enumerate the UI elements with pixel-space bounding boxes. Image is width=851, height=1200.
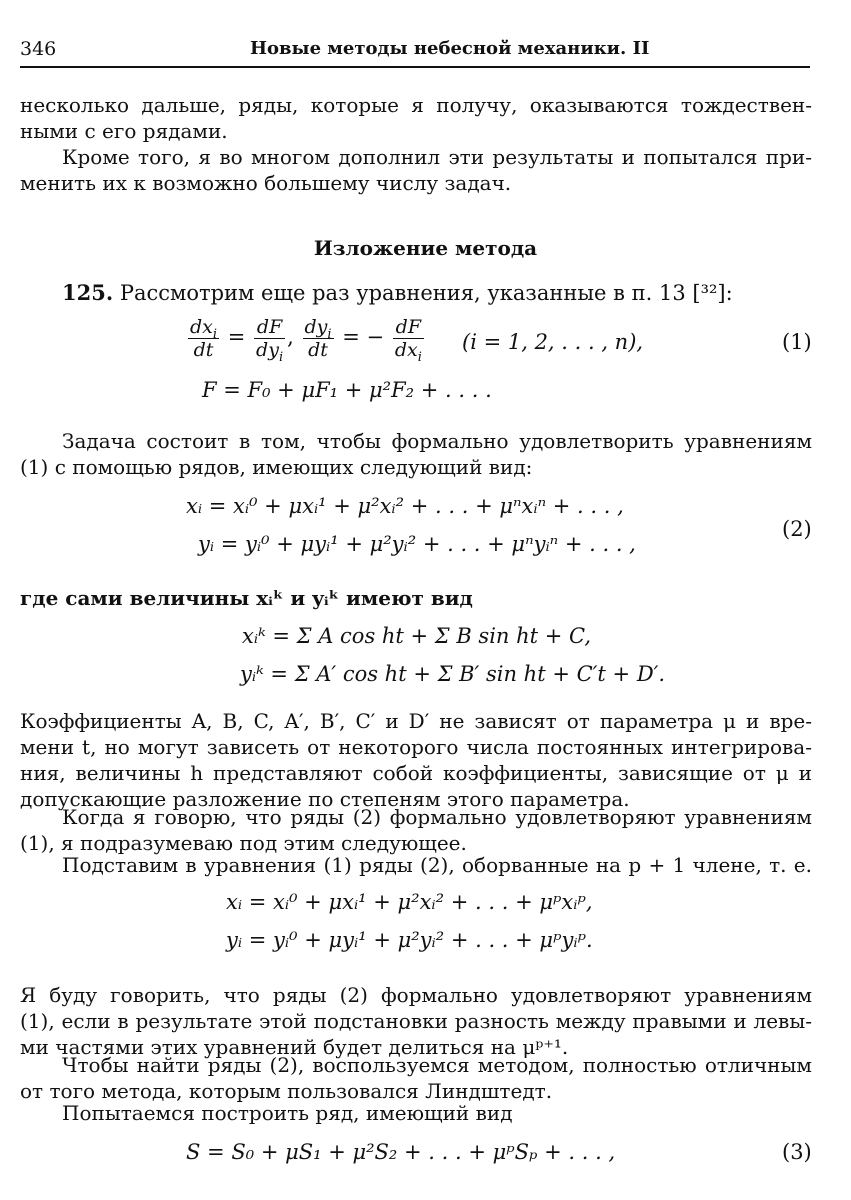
equation-2-number: (2) [782, 517, 812, 541]
when-paragraph [20, 804, 812, 856]
text-line: Попытаемся построить ряд, имеющий вид [62, 1101, 513, 1125]
running-header-title: Новые методы небесной механики. II [250, 38, 650, 59]
equation-p-x: xᵢ = xᵢ⁰ + μxᵢ¹ + μ²xᵢ² + . . . + μᵖxᵢᵖ, [226, 890, 593, 914]
text-line: несколько дальше, ряды, которые я получу, оказываются тождествен- [20, 93, 812, 117]
section-intro [62, 280, 733, 305]
equation-3: S = S₀ + μS₁ + μ²S₂ + . . . + μᵖSₚ + . . . , [186, 1140, 616, 1164]
text-line: от того метода, которым пользовался Линдштедт. [20, 1079, 553, 1103]
equation-1-condition: (i = 1, 2, . . . , n), [462, 330, 644, 354]
equation-2-y: yᵢ = yᵢ⁰ + μyᵢ¹ + μ²yᵢ² + . . . + μⁿyᵢⁿ + . . . , [198, 532, 636, 556]
text-line: Когда я говорю, что ряды (2) формально удовлетворяют уравнениям [62, 805, 812, 829]
method-paragraph [20, 1052, 812, 1104]
coefficients-paragraph [20, 708, 812, 812]
text-line: мени t, но могут зависеть от некоторого числа постоянных интегрирова- [20, 735, 812, 759]
text-line: ными с его рядами. [20, 119, 228, 143]
text-line: Задача состоит в том, чтобы формально удовлетворить уравнениям [62, 429, 812, 453]
equation-k-y: yᵢᵏ = Σ A′ cos ht + Σ B′ sin ht + C′t + D′. [240, 662, 666, 686]
where-line: где сами величины xᵢᵏ и yᵢᵏ имеют вид [20, 586, 473, 610]
formal-paragraph [20, 982, 812, 1060]
text-line: допускающие разложение по степеням этого параметра. [20, 787, 630, 811]
text-line: Я буду говорить, что ряды (2) формально удовлетворяют уравнениям [20, 983, 812, 1007]
text-line: Чтобы найти ряды (2), воспользуемся методом, полностью отличным [62, 1053, 812, 1077]
text-line: Кроме того, я во многом дополнил эти результаты и попытался при- [62, 145, 812, 169]
equation-1-differential: $\frac{dx_i}{dt}$ = $\frac{dF}{dy_i}$ , $\frac{dy_i}{dt}$ = − $\frac{dF}{dx_i}$ [190, 316, 422, 365]
equation-3-number: (3) [782, 1140, 812, 1164]
text-line: Коэффициенты A, B, C, A′, B′, C′ и D′ не зависят от параметра μ и вре- [20, 709, 812, 733]
header-rule [20, 66, 810, 68]
section-heading: Изложение метода [313, 236, 538, 260]
equation-p-y: yᵢ = yᵢ⁰ + μyᵢ¹ + μ²yᵢ² + . . . + μᵖyᵢᵖ. [226, 928, 593, 952]
page-number: 346 [20, 38, 57, 60]
section-intro-text: Рассмотрим еще раз уравнения, указанные в п. 13 [³²]: [119, 281, 733, 305]
section-number: 125. [62, 280, 114, 305]
equation-2-x: xᵢ = xᵢ⁰ + μxᵢ¹ + μ²xᵢ² + . . . + μⁿxᵢⁿ + . . . , [186, 494, 624, 518]
text-line: (1), если в результате этой подстановки разность между правыми и левы- [20, 1009, 812, 1033]
task-paragraph [20, 428, 812, 480]
substitute-paragraph [20, 852, 812, 878]
attempt-paragraph [20, 1100, 812, 1126]
equation-1-number: (1) [782, 330, 812, 354]
text-line: менить их к возможно большему числу задач. [20, 171, 512, 195]
text-line: (1), я подразумеваю под этим следующее. [20, 831, 467, 855]
text-line: ми частями этих уравнений будет делиться на μᵖ⁺¹. [20, 1035, 569, 1059]
text-line: (1) с помощью рядов, имеющих следующий вид: [20, 455, 533, 479]
equation-k-x: xᵢᵏ = Σ A cos ht + Σ B sin ht + C, [242, 624, 592, 648]
text-line: ния, величины h представляют собой коэффициенты, зависящие от μ и [20, 761, 812, 785]
equation-F-series: F = F₀ + μF₁ + μ²F₂ + . . . . [202, 378, 492, 402]
text-line: Подставим в уравнения (1) ряды (2), оборванные на p + 1 члене, т. е. [62, 853, 812, 877]
intro-paragraph [20, 92, 812, 196]
